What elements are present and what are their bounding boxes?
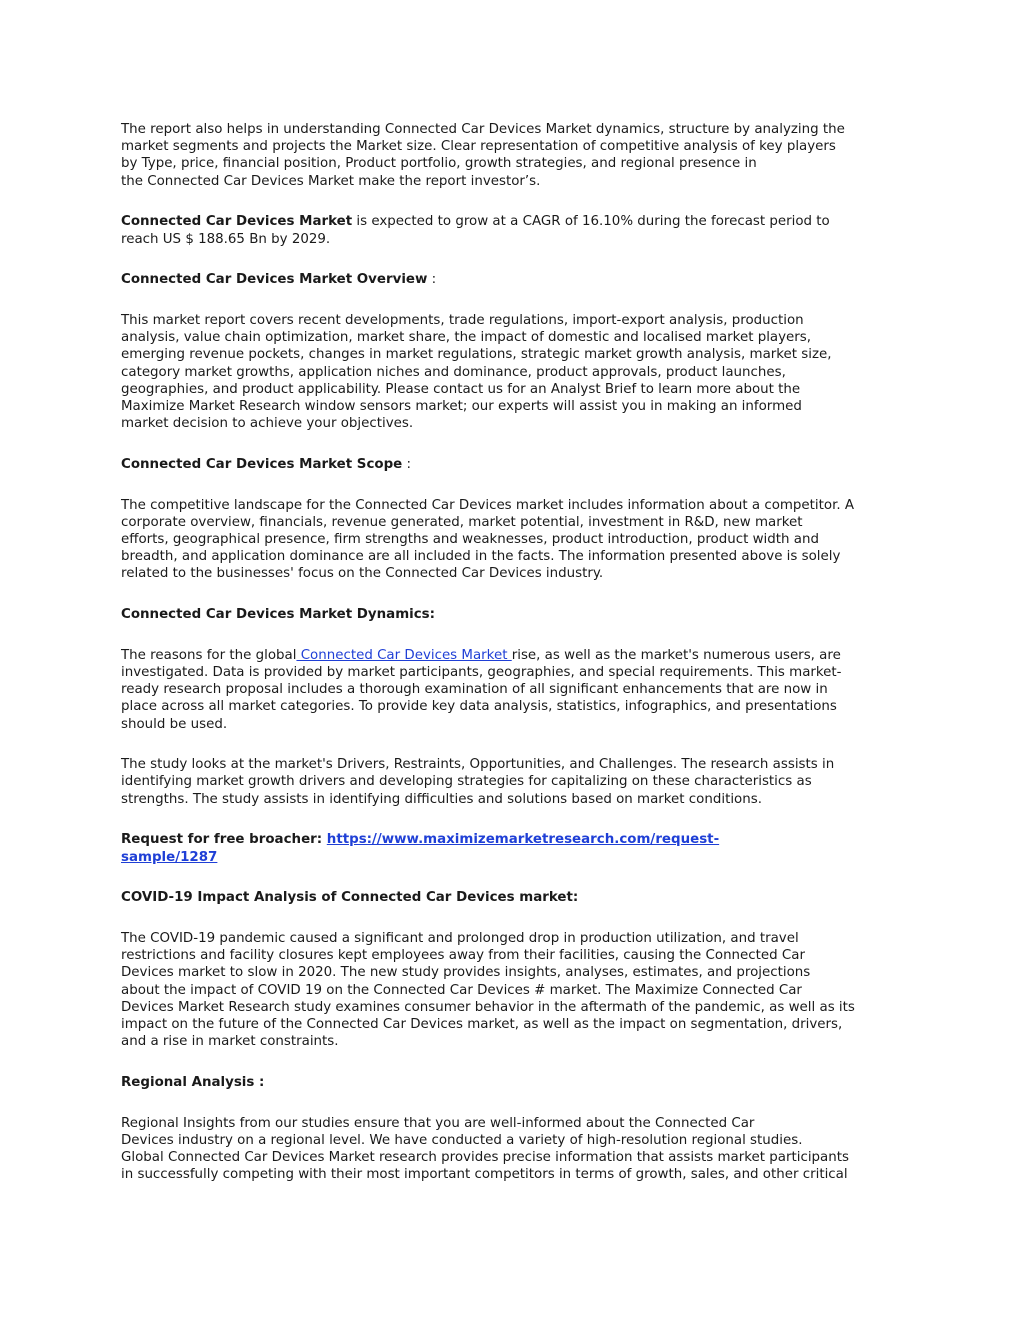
scope-heading: Connected Car Devices Market Scope : [121,456,412,472]
request-label: Request for free broacher: [121,832,327,848]
document-page [121,121,911,1207]
market-name-bold: Connected Car Devices Market [121,214,353,230]
request-sample-link-continued[interactable]: sample/1287 [121,849,218,865]
intro-paragraph: The report also helps in understanding Connected Car Devices Market dynamics, structure by analyzing the market segments and projects the Market size. Clear representation of competitive analysis of key players by Type, price, financial position, Product portfolio, growth strategies, and regional presence in the Connected Car Devices Market make the report investor’s. [121,122,845,189]
scope-paragraph: The competitive landscape for the Connected Car Devices market includes information about a competitor. A corporate overview, financials, revenue generated, market potential, investment in R&D, new market efforts, geographical presence, firm strengths and weaknesses, product introduction, product width and breadth, and application dominance are all included in the facts. The information presented above is solely related to the businesses' focus on the Connected Car Devices industry. [121,497,855,582]
dynamics-heading: Connected Car Devices Market Dynamics: [121,607,436,623]
covid-paragraph: The COVID-19 pandemic caused a significant and prolonged drop in production utilization, and travel restrictions and facility closures kept employees away from their facilities, causing the Connected Car Devices market to slow in 2020. The new study provides insights, analyses, estimates, and projections about the impact of COVID 19 on the Connected Car Devices # market. The Maximize Connected Car Devices Market Research study examines consumer behavior in the aftermath of the pandemic, as well as its impact on the future of the Connected Car Devices market, as well as the impact on segmentation, drivers, and a rise in market constraints. [121,931,855,1050]
dynamics-paragraph: The reasons for the global Connected Car Devices Market rise, as well as the market's numerous users, are investigated. Data is provided by market participants, geographies, and special requirements. This market- ready research proposal includes a thorough examination of all significant enhancements that are now in place across all market categories. To provide key data analysis, statistics, infographics, and presentations should be used. [121,647,842,732]
study-paragraph: The study looks at the market's Drivers, Restraints, Opportunities, and Challenges. The research assists in identifying market growth drivers and developing strategies for capitalizing on these characteristics as strengths. The study assists in identifying difficulties and solutions based on market conditions. [121,757,835,807]
connected-car-devices-market-link[interactable]: Connected Car Devices Market [296,647,512,663]
overview-heading: Connected Car Devices Market Overview : [121,272,437,288]
request-sample-link[interactable]: https://www.maximizemarketresearch.com/request- [326,832,720,848]
cagr-paragraph: Connected Car Devices Market is expected to grow at a CAGR of 16.10% during the forecast period to reach US $ 188.65 Bn by 2029. [121,214,830,247]
regional-paragraph: Regional Insights from our studies ensure that you are well-informed about the Connected Car Devices industry on a regional level. We have conducted a variety of high-resolution regional studies. Global Connected Car Devices Market research provides precise information that assists market participants in successfully competing with their most important competitors in terms of growth, sales, and other critical [121,1115,849,1183]
request-sample-paragraph [121,831,911,865]
regional-heading: Regional Analysis : [121,1074,265,1090]
overview-paragraph: This market report covers recent developments, trade regulations, import-export analysis, production analysis, value chain optimization, market share, the impact of domestic and localised market players, emerging revenue pockets, changes in market regulations, strategic market growth analysis, market size, category market growths, application niches and dominance, product approvals, product launches, geographies, and product applicability. Please contact us for an Analyst Brief to learn more about the Maximize Market Research window sensors market; our experts will assist you in making an informed market decision to achieve your objectives. [121,312,832,432]
covid-heading: COVID-19 Impact Analysis of Connected Car Devices market: [121,890,579,906]
